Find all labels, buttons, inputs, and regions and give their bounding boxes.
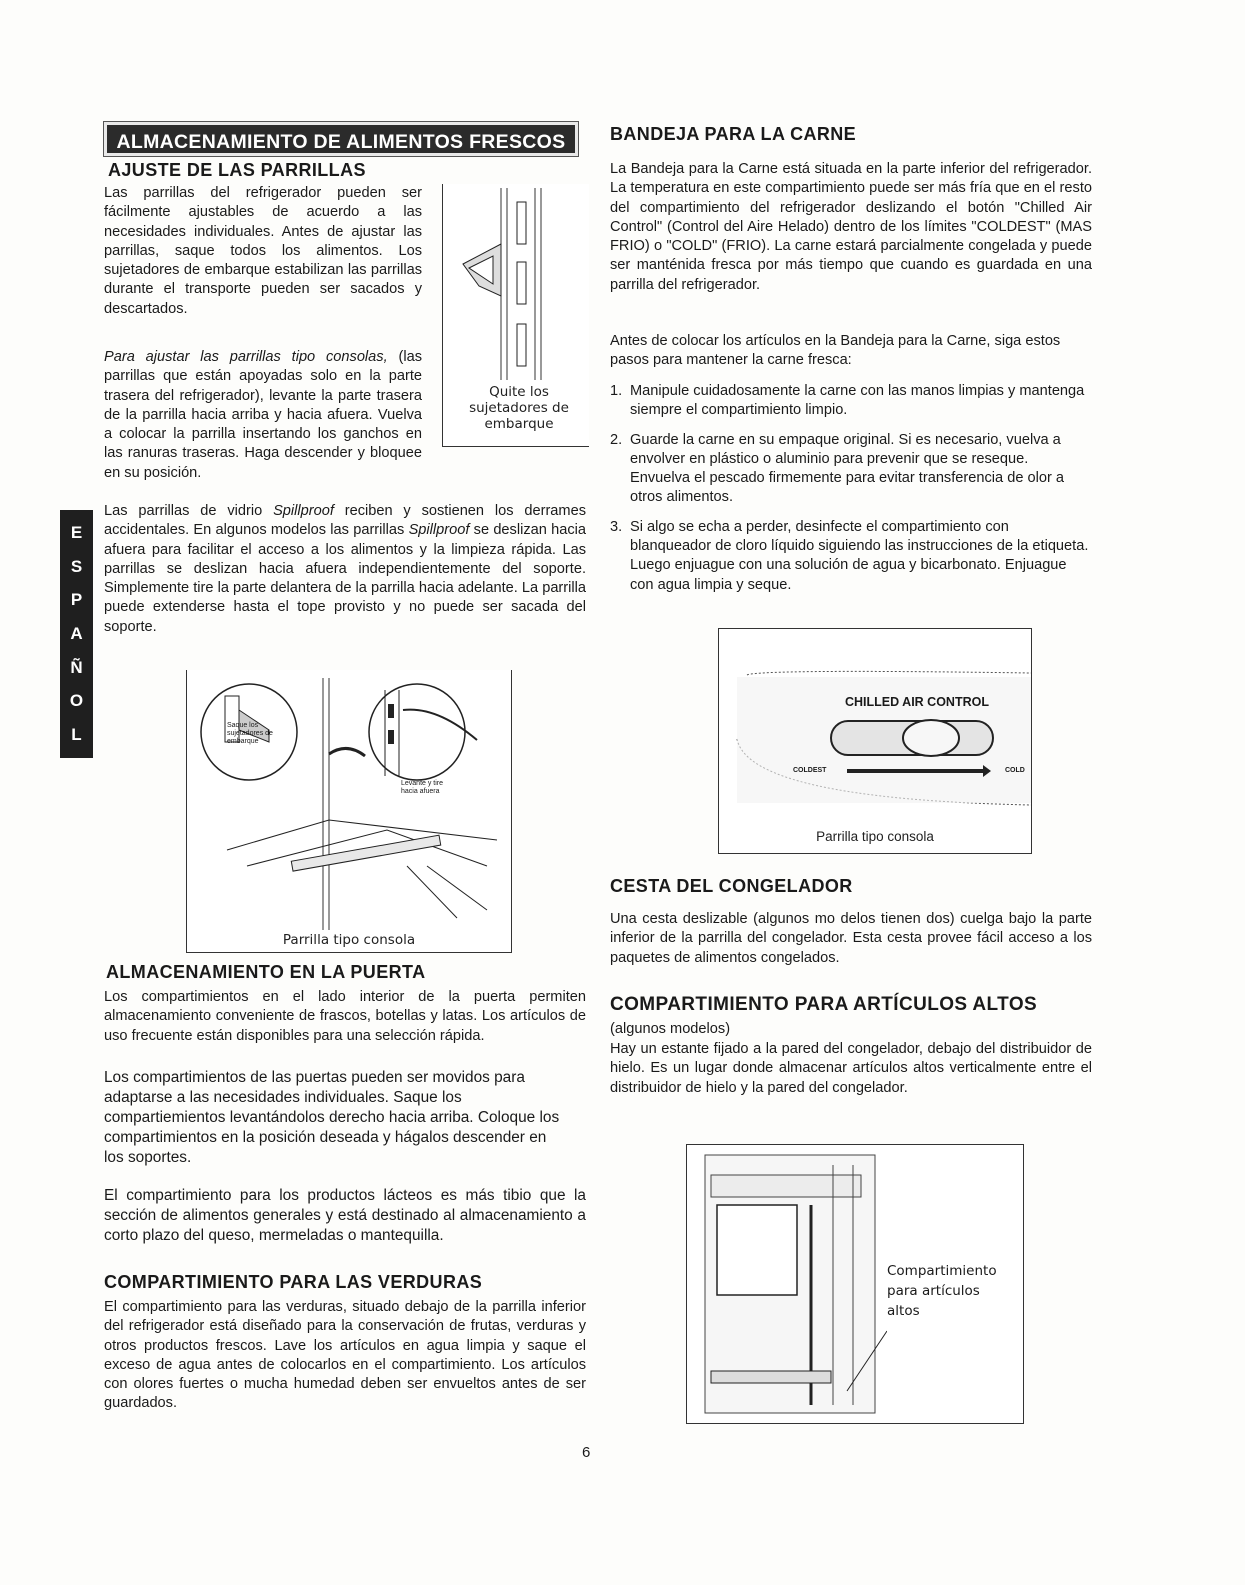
side-tab-letter: P [70, 590, 83, 610]
chilled-air-control-illustration [719, 629, 1031, 819]
tall-items-figure [686, 1144, 1024, 1424]
door-para-3: El compartimiento para los productos lácteos es más tibio que la sección de alimentos generales y está destinado al almacenamiento a corto plazo del queso, mermeladas o mantequilla. [104, 1187, 586, 1244]
spillproof-term: Spillproof [408, 522, 470, 539]
caption-line: Compartimiento [887, 1263, 997, 1279]
meat-step [610, 431, 1092, 508]
tall-items-para-1: Hay un estante fijado a la pared del congelador, debajo del distribuidor de hielo. Es un lugar donde almacenar artículos altos verticalmente entre el distribuidor de hielo y la pared del congelador. [610, 1041, 1092, 1096]
basket-heading: CESTA DEL CONGELADOR [610, 876, 853, 896]
para-3-text: reciben y sostienen los derrames accidentales. En algunos modelos las parrillas [104, 503, 586, 539]
spillproof-term: Spillproof [273, 503, 334, 519]
shipping-clips-caption [455, 384, 583, 432]
caption-line: Quite los [489, 384, 549, 400]
shelves-para-2 [104, 348, 422, 483]
side-tab-letter: Ñ [70, 657, 83, 677]
console-shelf-caption: Parrilla tipo consola [282, 932, 416, 948]
door-para-1: Los compartimientos en el lado interior de la puerta permiten almacenamiento conveniente de frascos, botellas y latas. Los artículos de uso frecuente están disponibles para una selección rápida. [104, 989, 586, 1044]
basket-para-1: Una cesta deslizable (algunos mo delos tienen dos) cuelga bajo la parte inferior de la parrilla del congelador. Esta cesta provee fácil acceso a los paquetes de alimentos congelados. [610, 911, 1092, 966]
language-side-tab [60, 510, 93, 758]
fig2-remove-label [227, 722, 273, 746]
figure-label: hacia afuera [401, 788, 440, 795]
step-text: Si algo se echa a perder, desinfecte el compartimiento con blanqueador de cloro líquido siguiendo las instrucciones de la etiqueta. Luego enjuague con una solución de agua y bicarbonato. Enjuague con agua limpia y seque. [630, 518, 1089, 593]
meat-para-1: La Bandeja para la Carne está situada en la parte inferior del refrigerador. La temperatura en este compartimiento puede ser más fría que en el resto del compartimiento del refrigerador deslizando el botón "Chilled Air Control" (Control del Aire Helado) dentro de los límites "COLDEST" (MAS FRIO) o "COLD" (FRIO). La carne estará parcialmente congelada y puede ser manténida fresca por más tiempo que cuando es guardada en una parrilla del refrigerador. [610, 161, 1092, 293]
figure-label: Levante y tire [401, 780, 444, 787]
side-tab-letter: L [71, 725, 82, 745]
shelves-para-2-text: (las parrillas que están apoyadas solo en la parte trasera del refrigerador), levante la parte trasera de la parrilla hacia arriba y hacia afuera. Vuelva a colocar la parrilla insertando los ganchos en las ranuras traseras. Haga descender y bloquee en su posición. [104, 349, 422, 481]
figure-label: Saque los [227, 722, 259, 729]
freezer-illustration [687, 1145, 887, 1423]
meat-step [610, 382, 1092, 421]
meat-heading: BANDEJA PARA LA CARNE [610, 124, 857, 144]
side-tab-letter: A [70, 623, 83, 643]
chilled-air-control-figure [718, 628, 1032, 854]
page-number: 6 [582, 1444, 591, 1461]
caption-line: para artículos [887, 1283, 980, 1299]
shelves-para-3 [104, 502, 586, 637]
figure-label: embarque [227, 738, 259, 745]
step-number: 2. [610, 431, 623, 448]
figure-label: sujetadores de [227, 730, 273, 737]
tall-items-heading: COMPARTIMIENTO PARA ARTÍCULOS ALTOS [610, 994, 1038, 1015]
shelves-para-1: Las parrillas del refrigerador pueden ser fácilmente ajustables de acuerdo a las necesidades individuales. Antes de ajustar las parrillas, saque todos los alimentos. Los sujetadores de embarque estabilizan las parrillas durante el transporte pueden ser sacados y descartados. [104, 185, 422, 317]
shipping-clips-figure [442, 184, 589, 447]
chilled-air-control-label: CHILLED AIR CONTROL [845, 695, 989, 709]
side-tab-letter: S [70, 556, 83, 576]
side-tab-letter: E [70, 522, 83, 542]
meat-steps [610, 382, 1092, 595]
tall-items-caption [887, 1261, 997, 1321]
meat-para-2: Antes de colocar los artículos en la Bandeja para la Carne, siga estos pasos para mantener la carne fresca: [610, 333, 1061, 369]
console-shelf-illustration [187, 670, 511, 930]
tall-items-subtitle: (algunos modelos) [610, 1021, 731, 1037]
shelves-para-2-italic: Para ajustar las parrillas tipo consolas, [104, 349, 388, 365]
step-number: 3. [610, 518, 623, 535]
meat-step [610, 518, 1092, 595]
veg-heading: COMPARTIMIENTO PARA LAS VERDURAS [104, 1272, 483, 1292]
shelf-bracket-illustration [443, 184, 589, 384]
cold-label: COLD [1005, 767, 1025, 774]
caption-line: altos [887, 1303, 920, 1319]
shelves-heading: AJUSTE DE LAS PARRILLAS [108, 160, 366, 180]
step-number: 1. [610, 383, 623, 399]
para-3-text: se deslizan hacia afuera para facilitar el acceso a los alimentos y la limpieza rápida. Las parrillas se deslizan hacia afuera independientemente del soporte. Simplemente tire la parte delantera de la parrilla hacia adelante. La parrilla puede extenderse hasta el tope provisto y no puede ser sacada del soporte. [104, 522, 586, 635]
section-banner: ALMACENAMIENTO DE ALIMENTOS FRESCOS [104, 122, 578, 156]
door-para-2: Los compartimientos de las puertas pueden ser movidos para adaptarse a las necesidades individuales. Saque los compartiemientos levantándolos derecho hacia arriba. Coloque los compartimientos en la posición deseada y hágalos descender en los soportes. [104, 1069, 560, 1166]
para-3-text: Las parrillas de vidrio [104, 503, 274, 519]
door-heading: ALMACENAMIENTO EN LA PUERTA [106, 962, 426, 982]
veg-para-1: El compartimiento para las verduras, situado debajo de la parrilla inferior del refrigerador está diseñado para la conservación de frutas, verduras y otros productos frescos. Lave los artículos en agua limpia y saque el exceso de agua antes de colocarlos en el compartimiento. Los artículos con olores fuertes o mucha humedad deben ser envueltos antes de ser guardados. [104, 1299, 586, 1412]
step-text: Manipule cuidadosamente la carne con las manos limpias y mantenga siempre el compartimiento limpio. [630, 383, 1085, 419]
step-text: Guarde la carne en su empaque original. Si es necesario, vuelva a envolver en plástico o aluminio para prevenir que se reseque. Envuelva el pescado firmemente para evitar transferencia de olor a otros alimentos. [630, 431, 1064, 506]
caption-line: sujetadores de [469, 400, 569, 416]
chilled-air-caption: Parrilla tipo consola [816, 829, 934, 844]
console-shelf-figure [186, 670, 512, 953]
fig2-lift-label [401, 780, 443, 796]
caption-line: embarque [484, 416, 554, 432]
side-tab-letter: O [69, 691, 84, 711]
coldest-label: COLDEST [793, 767, 827, 774]
